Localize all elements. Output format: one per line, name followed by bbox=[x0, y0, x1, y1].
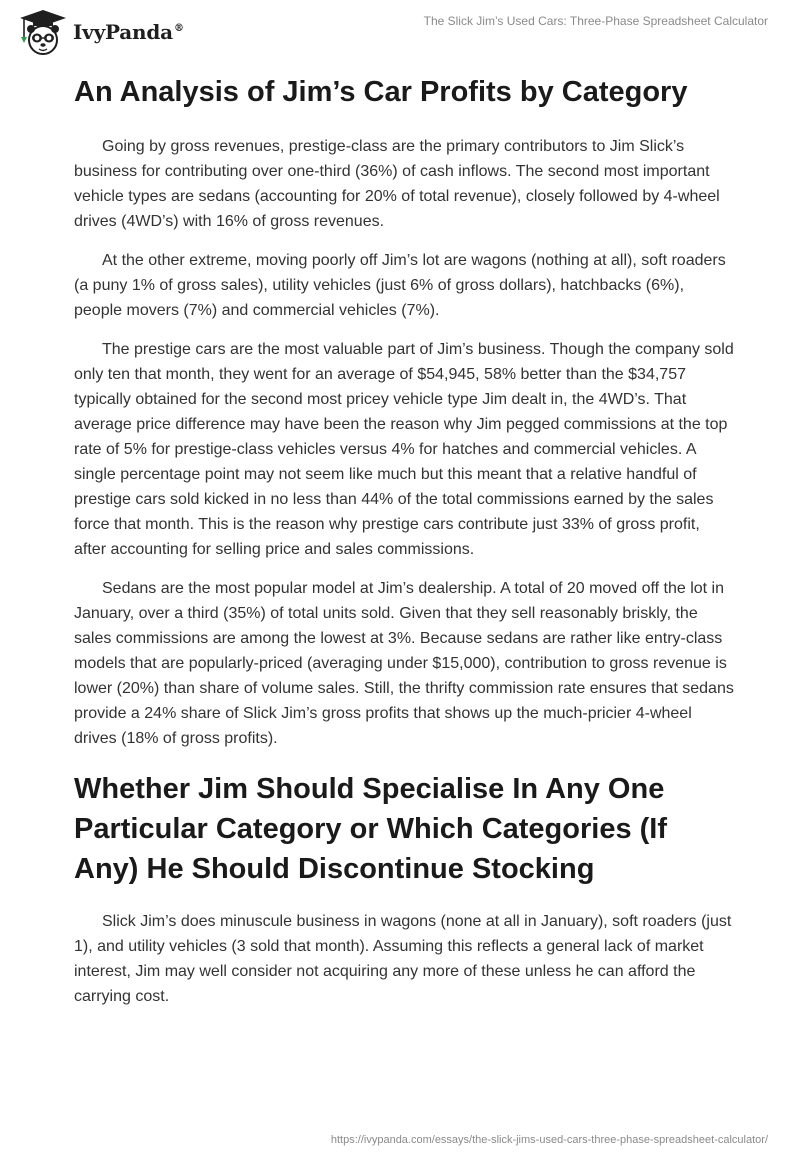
paragraph: The prestige cars are the most valuable part of Jim’s business. Though the company sold only ten that month, they went for an average of $54,945, 58% better than the $34,757 typically obtained for the second most pricey vehicle type Jim dealt in, the 4WD’s. That average price difference may have been the reason why Jim pegged commissions at the top rate of 5% for prestige-class vehicles versus 4% for hatches and commercial vehicles. A single percentage point may not seem like much but this meant that a relative handful of prestige cars sold kicked in no less than 44% of the total commissions earned by the sales force that month. This is the reason why prestige cars contribute just 33% of gross profit, after accounting for selling price and sales commissions. bbox=[74, 341, 734, 558]
source-url[interactable]: https://ivypanda.com/essays/the-slick-jims-used-cars-three-phase-spreadsheet-calculator/ bbox=[330, 1134, 768, 1146]
document-title: The Slick Jim’s Used Cars: Three-Phase Spreadsheet Calculator bbox=[423, 14, 768, 28]
section-heading-specialise: Whether Jim Should Specialise In Any One Particular Category or Which Categories (If Any) He Should Discontinue Stocking bbox=[74, 773, 668, 885]
paragraph: Slick Jim’s does minuscule business in wagons (none at all in January), soft roaders (just 1), and utility vehicles (3 sold that month). Assuming this reflects a general lack of market interest, Jim may well consider not acquiring any more of these unless he can afford the carrying cost. bbox=[74, 913, 732, 1005]
panda-graduate-icon bbox=[16, 7, 70, 57]
brand-logo[interactable] bbox=[16, 7, 184, 57]
paragraph: At the other extreme, moving poorly off Jim’s lot are wagons (nothing at all), soft roaders (a puny 1% of gross sales), utility vehicles (just 6% of gross dollars), hatchbacks (6%), people movers (7%) and commercial vehicles (7%). bbox=[74, 252, 726, 319]
brand-name: IvyPanda® bbox=[73, 20, 184, 44]
paragraph: Sedans are the most popular model at Jim’s dealership. A total of 20 moved off the lot in January, over a third (35%) of total units sold. Given that they sell reasonably briskly, the sales commissions are among the lowest at 3%. Because sedans are rather like entry-class models that are popularly-priced (averaging under $15,000), contribution to gross revenue is lower (20%) than share of volume sales. Still, the thrifty commission rate ensures that sedans provide a 24% share of Slick Jim’s gross profits that shows up the much-pricier 4-wheel drives (18% of gross profits). bbox=[74, 580, 734, 747]
section-heading-analysis: An Analysis of Jim’s Car Profits by Category bbox=[74, 76, 688, 108]
page-header bbox=[0, 0, 800, 64]
paragraph: Going by gross revenues, prestige-class are the primary contributors to Jim Slick’s business for contributing over one-third (36%) of cash inflows. The second most important vehicle types are sedans (accounting for 20% of total revenue), closely followed by 4-wheel drives (4WD’s) with 16% of gross revenues. bbox=[74, 138, 720, 230]
essay-content bbox=[74, 68, 734, 1023]
